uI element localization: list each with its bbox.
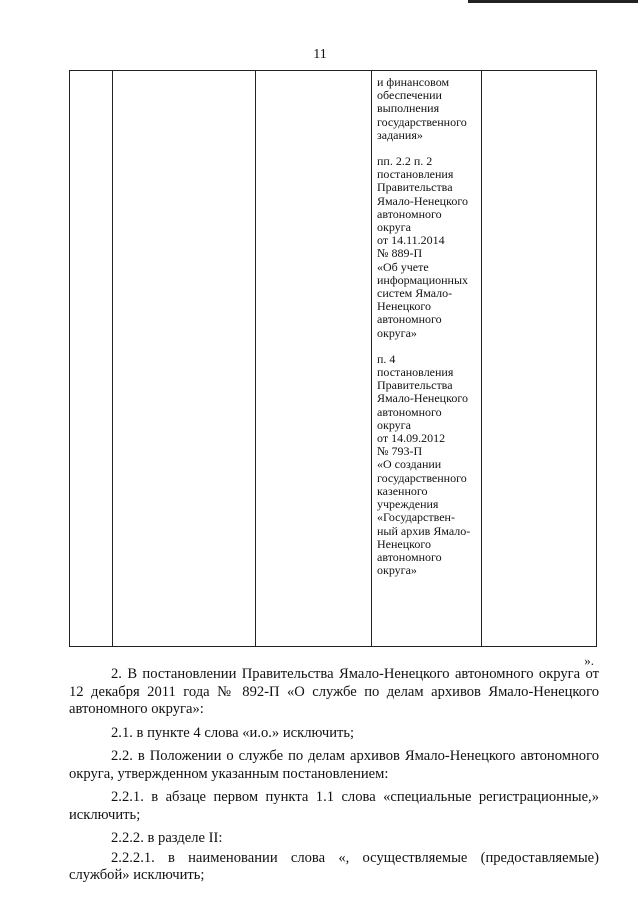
legal-reference: пп. 2.2 п. 2 постановления Правительства Ямало-Ненецкого автономного округа от 14.11.2014 № 889-П «Об учете информационных систем Ямало- Ненецкого автономного округа»: [377, 154, 469, 340]
top-rule: [468, 0, 638, 3]
table-cell-col3: [256, 71, 372, 647]
document-table: [69, 70, 597, 647]
legal-reference: и финансовом обеспечении выполнения государственного задания»: [377, 75, 467, 142]
paragraph: 2.1. в пункте 4 слова «и.о.» исключить;: [111, 724, 355, 741]
paragraph: 2.2.2. в разделе II:: [111, 830, 223, 846]
legal-reference: п. 4 постановления Правительства Ямало-Ненецкого автономного округа от 14.09.2012 № 793-П «О создании государственного казенного учреждения «Государствен- ный архив Ямало- Ненецкого автономного округа»: [377, 351, 471, 578]
table-row: [70, 71, 597, 647]
paragraph: 2.2.2.1. в наименовании слова «, осуществляемые (предоставляемые) службой» исключить;: [69, 849, 599, 883]
table-cell-col1: [70, 71, 113, 647]
paragraph: 2. В постановлении Правительства Ямало-Ненецкого автономного округа от 12 декабря 2011 года № 892-П «О службе по делам архивов Ямало-Ненецкого автономного округа»:: [69, 666, 599, 717]
body-text: [69, 666, 599, 891]
paragraph: 2.2. в Положении о службе по делам архивов Ямало-Ненецкого автономного округа, утвержденном указанным постановлением:: [69, 748, 599, 782]
paragraph: 2.2.1. в абзаце первом пункта 1.1 слова «специальные регистрационные,» исключить;: [69, 789, 599, 823]
table-cell-col4: [372, 71, 482, 647]
table-cell-col5: [482, 71, 597, 647]
table-cell-col2: [113, 71, 256, 647]
page-number: 11: [313, 47, 327, 62]
closing-quote: ».: [584, 653, 594, 668]
